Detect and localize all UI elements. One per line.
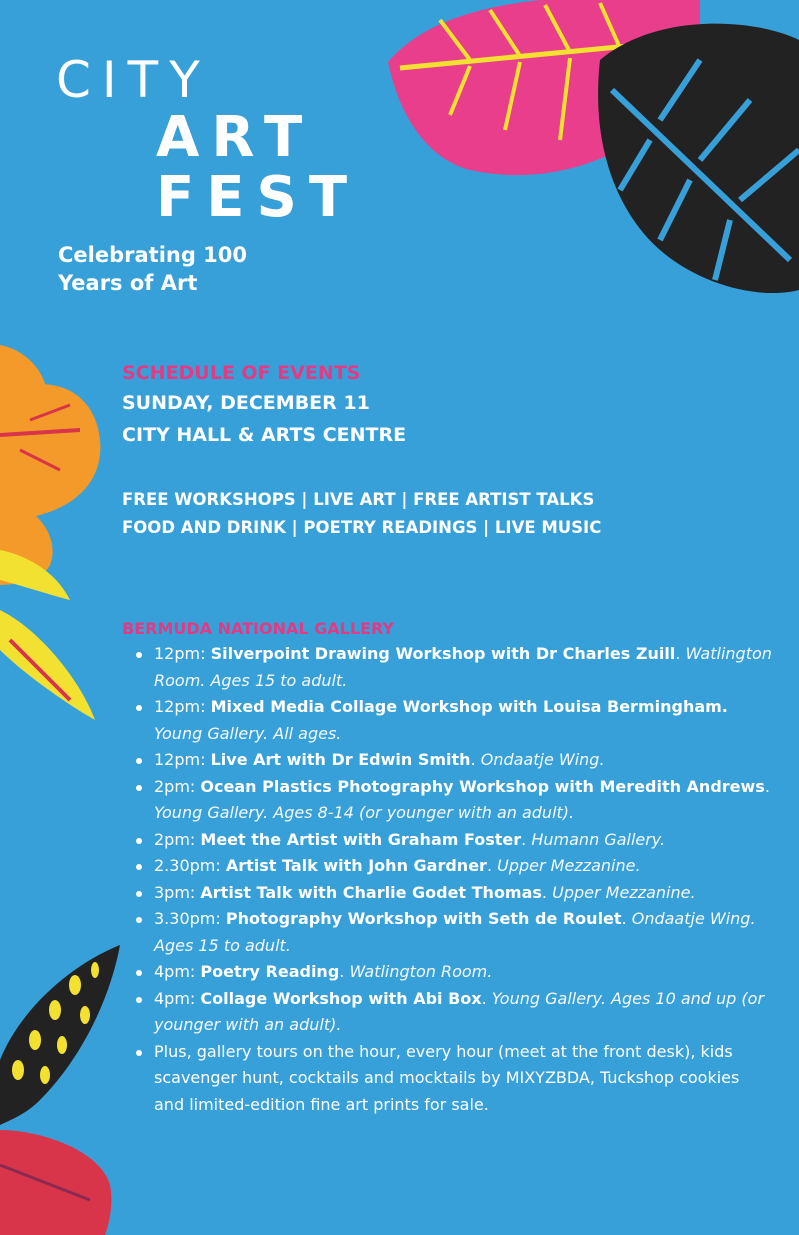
event-time: 2pm: (154, 776, 196, 796)
red-leaf-illustration (0, 1130, 111, 1235)
title-art: ART (156, 105, 315, 170)
list-item (122, 694, 772, 747)
event-title: Photography Workshop with Seth de Roulet (225, 909, 622, 928)
event-title: Live Art with Dr Edwin Smith (210, 750, 471, 769)
title-fest: FEST (156, 165, 360, 230)
event-details: Upper Mezzanine. (552, 882, 696, 902)
event-separator: . (621, 909, 627, 928)
list-item (122, 774, 772, 827)
event-time: 4pm: (154, 962, 196, 981)
event-details: Watlington Room. (349, 962, 493, 981)
event-title: Meet the Artist with Graham Foster (200, 829, 522, 849)
event-title: Artist Talk with John Gardner (225, 856, 487, 875)
event-title: Mixed Media Collage Workshop with Louisa Bermingham. (210, 697, 728, 716)
event-title: Collage Workshop with Abi Box (200, 988, 482, 1008)
list-item (122, 827, 772, 854)
event-title: Ocean Plastics Photography Workshop with Meredith Andrews (200, 776, 765, 796)
event-details: Upper Mezzanine. (497, 856, 641, 875)
event-separator: . (481, 988, 487, 1008)
event-time: 2pm: (154, 829, 196, 849)
event-separator: . (521, 829, 527, 849)
event-details: Ondaatje Wing. Ages 15 to adult. (154, 909, 756, 955)
event-time: 12pm: (154, 750, 206, 769)
list-item (122, 853, 772, 880)
extra-info: Plus, gallery tours on the hour, every hour (meet at the front desk), kids scavenger hunt, cocktails and mocktails by MIXYZBDA, Tuckshop cookies and limited-edition fine art prints for sale. (154, 1041, 740, 1114)
list-item (122, 880, 772, 907)
event-time: 12pm: (154, 697, 206, 716)
list-item (122, 1039, 772, 1119)
list-item (122, 641, 772, 694)
title-city: CITY (56, 51, 211, 109)
event-title: Silverpoint Drawing Workshop with Dr Charles Zuill (210, 644, 676, 663)
event-separator: . (486, 856, 493, 875)
subtitle-line-2: Years of Art (58, 271, 198, 295)
event-title: Poetry Reading (200, 962, 340, 981)
orange-leaf-illustration (0, 345, 100, 585)
event-details: Young Gallery. All ages. (154, 723, 342, 743)
event-separator: . (675, 644, 681, 663)
event-details: Watlington Room. Ages 15 to adult. (154, 644, 772, 690)
gallery-section (122, 617, 772, 1118)
list-item (122, 906, 772, 959)
event-time: 3pm: (154, 882, 196, 902)
event-details: Young Gallery. Ages 8-14 (or younger with an adult). (154, 803, 575, 822)
event-time: 3.30pm: (154, 909, 221, 928)
event-time: 4pm: (154, 988, 196, 1008)
festival-title (56, 52, 359, 228)
event-time: 12pm: (154, 644, 206, 663)
event-separator: . (339, 962, 345, 981)
event-details: Humann Gallery. (531, 829, 666, 849)
event-list (122, 641, 772, 1118)
event-separator: . (470, 750, 476, 769)
schedule-block (122, 359, 406, 451)
yellow-leaf-illustration (0, 550, 95, 720)
pink-leaf-illustration (388, 0, 700, 175)
features-line-2: FOOD AND DRINK | POETRY READINGS | LIVE MUSIC (122, 518, 602, 537)
event-title: Artist Talk with Charlie Godet Thomas (200, 882, 542, 902)
black-leaf-illustration (598, 24, 799, 293)
schedule-heading: SCHEDULE OF EVENTS (122, 362, 361, 384)
list-item (122, 986, 772, 1039)
list-item (122, 747, 772, 774)
event-separator: . (541, 882, 548, 902)
event-time: 2.30pm: (154, 856, 221, 875)
features-block (122, 486, 601, 542)
list-item (122, 959, 772, 986)
event-venue: CITY HALL & ARTS CENTRE (122, 424, 407, 446)
event-date: SUNDAY, DECEMBER 11 (122, 392, 370, 414)
features-line-1: FREE WORKSHOPS | LIVE ART | FREE ARTIST TALKS (122, 490, 595, 509)
subtitle-line-1: Celebrating 100 (58, 243, 248, 267)
spotted-leaf-illustration (0, 945, 120, 1125)
gallery-heading: BERMUDA NATIONAL GALLERY (122, 619, 394, 638)
event-details: Ondaatje Wing. (480, 750, 605, 769)
event-separator: . (764, 776, 770, 796)
subtitle (58, 241, 247, 297)
event-details: Young Gallery. Ages 10 and up (or younger with an adult). (154, 988, 765, 1034)
